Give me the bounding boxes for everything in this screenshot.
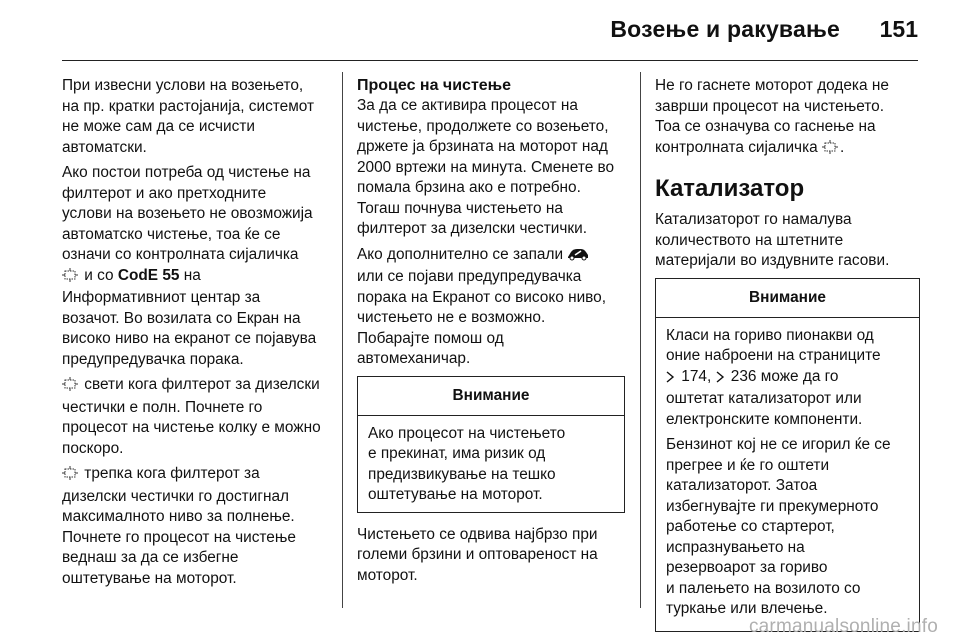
warning-box	[655, 278, 920, 632]
dpf-warning-light-icon	[62, 466, 78, 487]
watermark: carmanualsonline.info	[748, 616, 938, 637]
paragraph: При извесни услови на возењето, на пр. кратки растојанија, системот не може сам да се исчисти автоматски.	[62, 77, 315, 156]
dpf-warning-light-icon	[62, 377, 78, 398]
section-heading: Катализатор	[655, 175, 805, 202]
paragraph: Не го гаснете моторот додека не заврши процесот на чистењето. Тоа се означува со гаснење на контролната сијаличка .	[655, 76, 920, 160]
page-reference-icon	[716, 369, 725, 390]
service-code: CodE 55	[117, 266, 180, 284]
page-number: 151	[879, 16, 918, 42]
column-right	[655, 76, 920, 644]
page-header	[62, 0, 918, 61]
paragraph: Ако постои потреба од чистење на филтерот и ако претходните услови на возењето не овозможија автоматско чистење, тоа ќе се означи со контролната сијаличка и со CodE 55 на Информативниот центар за возачот. Во возилата со Екран на високо ниво на екранот се појавува предупредувачка порака.	[62, 164, 317, 368]
column-divider	[640, 72, 641, 608]
column-middle	[357, 76, 625, 591]
paragraph: трепка кога филтерот за дизелски честички го достигнал максималното ниво за полнење. Почнете го процесот на чистење веднаш за да се избегне оштетување на моторот.	[62, 465, 296, 587]
paragraph: Чистењето се одвива најбрзо при големи брзини и оптовареност на моторот.	[357, 525, 598, 584]
warning-text: Класи на гориво пионакви од оние наброени на страниците 174, 236 може да го оштетат катализаторот или електронските компоненти. Бензинот кој не се игорил ќе се прегрее и ќе го оштети катализаторот. Затоа избегнувајте ги прекумерното работење со стартерот, испразнувањето на резервоарот за гориво и палењето на возилото со туркање или влечење.	[666, 326, 891, 617]
warning-box	[357, 376, 625, 513]
warning-title: Внимание	[656, 279, 919, 318]
dpf-warning-light-icon	[62, 268, 78, 289]
dpf-warning-light-icon	[822, 140, 838, 161]
warning-text: Ако процесот на чистењето е прекинат, има ризик од предизвикување на тешко оштетување на моторот.	[368, 424, 566, 503]
column-divider	[342, 72, 343, 608]
paragraph: Ако дополнително се запали или се појави предупредувачка порака на Екранот со високо ниво, чистењето не е возможно. Побарајте помош од автомеханичар.	[357, 245, 607, 367]
paragraph: Катализаторот го намалува количеството на штетните материјали во издувните гасови.	[655, 211, 890, 269]
warning-title: Внимание	[358, 377, 624, 416]
paragraph: За да се активира процесот на чистење, продолжете со возењето, држете ја брзината на моторот над 2000 вртежи на минута. Сменете во помала брзина ако е потребно. Тогаш почнува чистењето на филтерот за дизелски честички.	[357, 97, 615, 237]
paragraph: свети кога филтерот за дизелски честички е полн. Почнете го процесот на чистење колку е можно поскоро.	[62, 376, 321, 457]
page-reference-icon	[666, 369, 675, 390]
section-heading: Процес на чистење	[357, 77, 512, 94]
column-left	[62, 76, 334, 594]
service-vehicle-wrench-icon	[567, 247, 589, 268]
page-title: Возење и ракување	[610, 16, 840, 42]
